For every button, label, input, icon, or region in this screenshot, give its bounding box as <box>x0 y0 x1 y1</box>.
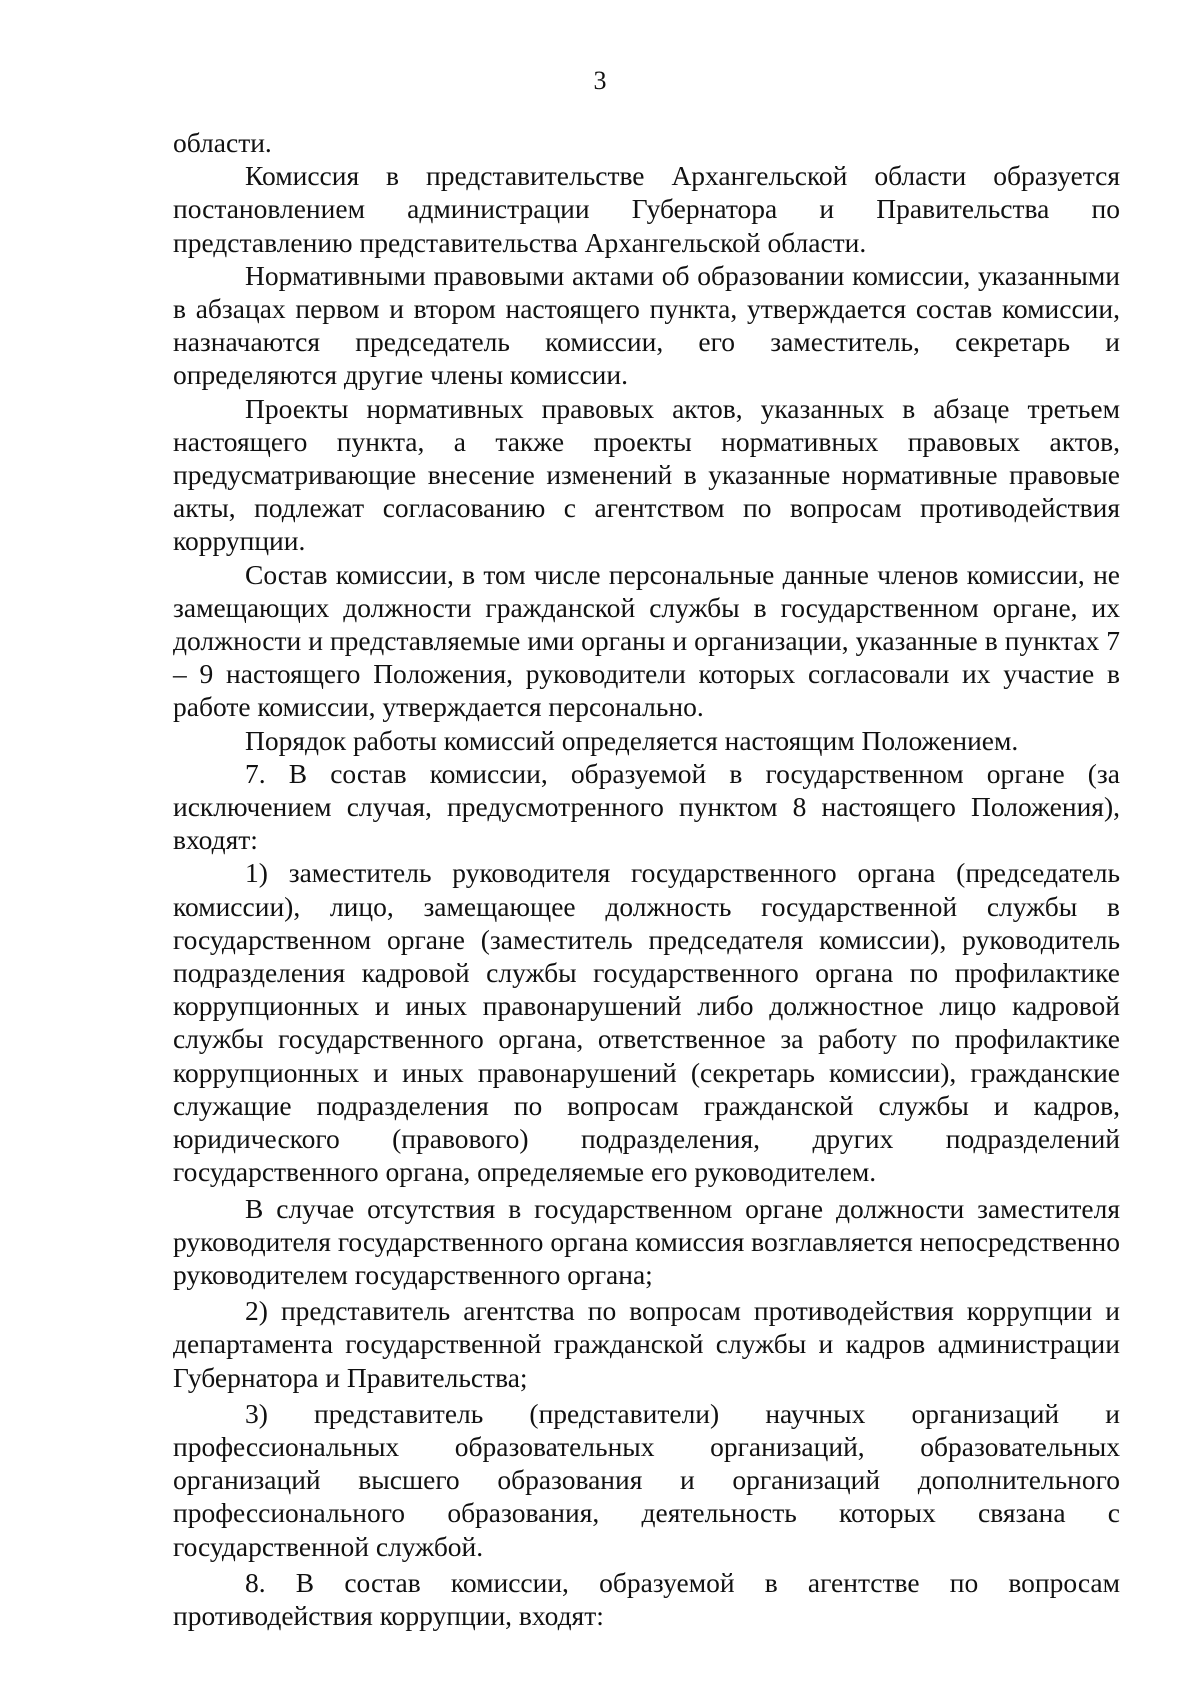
paragraph-subitem-1: 1) заместитель руководителя государственного органа (председатель комиссии), лицо, замещающее должность государственной службы в государственном органе (заместитель председателя комиссии), руководитель подразделения кадровой службы государственного органа по профилактике коррупционных и иных правонарушений либо должностное лицо кадровой службы государственного органа, ответственное за работу по профилактике коррупционных и иных правонарушений (секретарь комиссии), гражданские служащие подразделения по вопросам гражданской службы и кадров, юридического (правового) подразделения, других подразделений государственного органа, определяемые его руководителем. <box>173 857 1120 1188</box>
paragraph: В случае отсутствия в государственном органе должности заместителя руководителя государственного органа комиссия возглавляется непосредственно руководителем государственного органа; <box>173 1192 1120 1290</box>
paragraph-item-8: 8. В состав комиссии, образуемой в агентстве по вопросам противодействия коррупции, входят: <box>173 1566 1120 1631</box>
paragraph: Состав комиссии, в том числе персональные данные членов комиссии, не замещающих должности гражданской службы в государственном органе, их должности и представляемые ими органы и организации, указанные в пунктах 7 – 9 настоящего Положения, руководители которых согласовали их участие в работе комиссии, утверждается персонально. <box>173 558 1120 723</box>
paragraph-subitem-3: 3) представитель (представители) научных организаций и профессиональных образовательных организаций, образовательных организаций высшего образования и организаций дополнительного профессионального образования, деятельность которых связана с государственной службой. <box>173 1397 1120 1562</box>
page-number: 3 <box>593 66 607 95</box>
paragraph: Проекты нормативных правовых актов, указанных в абзаце третьем настоящего пункта, а также проекты нормативных правовых актов, предусматривающие внесение изменений в указанные нормативные правовые акты, подлежат согласованию с агентством по вопросам противодействия коррупции. <box>173 392 1120 557</box>
paragraph: Порядок работы комиссий определяется настоящим Положением. <box>245 724 1019 756</box>
paragraph: Нормативными правовыми актами об образовании комиссии, указанными в абзацах первом и втором настоящего пункта, утверждается состав комиссии, назначаются председатель комиссии, его заместитель, секретарь и определяются другие члены комиссии. <box>173 259 1120 391</box>
paragraph-subitem-2: 2) представитель агентства по вопросам противодействия коррупции и департамента государственной гражданской службы и кадров администрации Губернатора и Правительства; <box>173 1295 1120 1393</box>
paragraph: Комиссия в представительстве Архангельской области образуется постановлением администрации Губернатора и Правительства по представлению представительства Архангельской области. <box>173 160 1120 258</box>
paragraph-item-7: 7. В состав комиссии, образуемой в государственном органе (за исключением случая, предусмотренного пунктом 8 настоящего Положения), входят: <box>173 757 1120 856</box>
paragraph-continuation: области. <box>173 127 272 158</box>
document-body <box>173 126 1120 1632</box>
